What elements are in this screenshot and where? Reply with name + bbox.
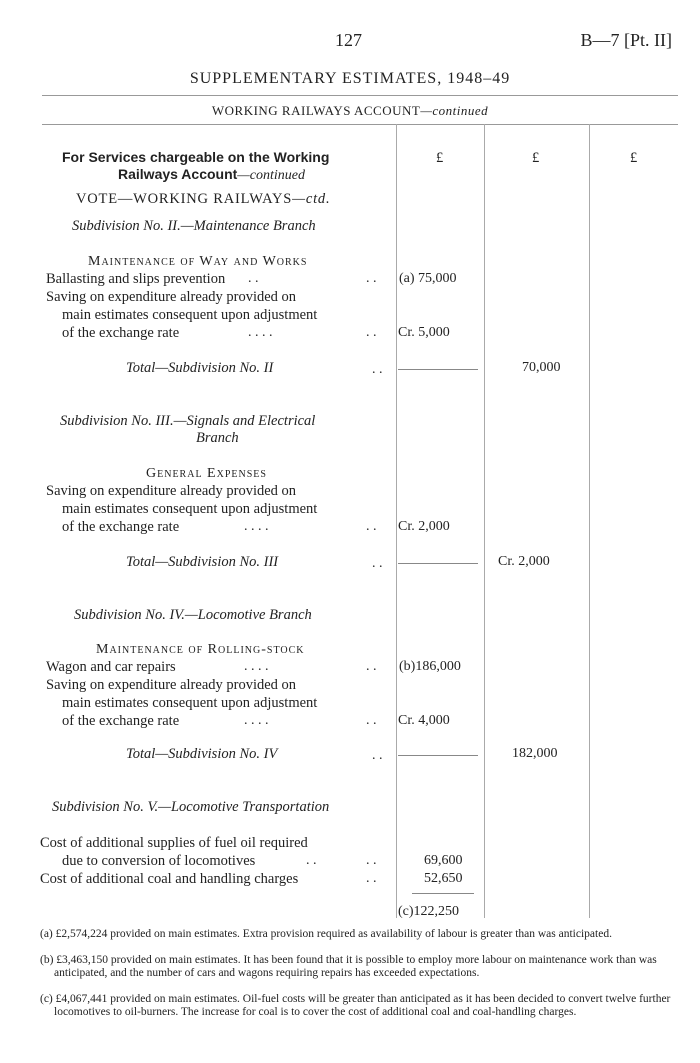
column-rule-1 — [396, 124, 397, 918]
footnote-a: (a) £2,574,224 provided on main estimates. Extra provision required as availability of labour is greater than was anticipated. — [40, 928, 612, 940]
leader-dots: . . — [366, 519, 377, 534]
vote-heading: VOTE—WORKING RAILWAYS—ctd. — [76, 191, 331, 207]
subdivision-4-group: Maintenance of Rolling-stock — [96, 642, 305, 657]
services-heading-line1: For Services chargeable on the Working — [62, 149, 330, 165]
footnote-b: (b) £3,463,150 provided on main estimates. It has been found that it is possible to employ more labour on maintenance work than was anticipated, and the number of cars and wagons requiring repairs has exceeded expectations. — [40, 954, 657, 979]
column-rule-2 — [484, 124, 485, 918]
subdivision-4-heading: Subdivision No. IV.—Locomotive Branch — [74, 607, 312, 623]
saving-text-line3: of the exchange rate — [62, 325, 180, 341]
leader-dots: . . — [366, 271, 377, 286]
leader-dots: . . — [372, 556, 383, 571]
leader-dots: . . — [248, 271, 259, 286]
total-subdivision-5-amount: (c)122,250 — [398, 904, 460, 919]
subdivision-5-heading: Subdivision No. V.—Locomotive Transportation — [52, 799, 330, 815]
title-rule — [42, 95, 678, 96]
saving-text-line2: main estimates consequent upon adjustment — [62, 307, 318, 323]
amount-fuel-oil: 69,600 — [424, 853, 463, 868]
total-subdivision-3-amount: Cr. 2,000 — [498, 554, 550, 569]
fuel-oil-line2: due to conversion of locomotives — [62, 853, 256, 869]
leader-dots: . . . . — [248, 325, 273, 340]
saving-text-line3: of the exchange rate — [62, 519, 180, 535]
column-2-currency: £ — [532, 150, 540, 166]
total-subdivision-3-label: Total—Subdivision No. III — [126, 554, 279, 570]
subdivision-3-heading-line2: Branch — [196, 430, 239, 446]
leader-dots: . . — [372, 362, 383, 377]
leader-dots: . . . . — [244, 713, 269, 728]
leader-dots: . . — [366, 713, 377, 728]
leader-dots: . . . . — [244, 659, 269, 674]
column-3-currency: £ — [630, 150, 638, 166]
amount-saving-4: Cr. 4,000 — [398, 713, 450, 728]
subheading-rule — [42, 124, 678, 125]
total-rule — [398, 755, 478, 756]
fuel-oil-line1: Cost of additional supplies of fuel oil required — [40, 835, 308, 851]
column-1-currency: £ — [436, 150, 444, 166]
item-ballasting: Ballasting and slips prevention — [46, 271, 226, 287]
subdivision-2-heading: Subdivision No. II.—Maintenance Branch — [72, 218, 316, 234]
coal-charges: Cost of additional coal and handling charges — [40, 871, 299, 887]
leader-dots: . . — [366, 871, 377, 886]
page-title: SUPPLEMENTARY ESTIMATES, 1948–49 — [189, 70, 511, 87]
amount-saving-2: Cr. 5,000 — [398, 325, 450, 340]
leader-dots: . . . . — [244, 519, 269, 534]
saving-text-line3: of the exchange rate — [62, 713, 180, 729]
saving-text-line1: Saving on expenditure already provided on — [46, 677, 297, 693]
amount-coal: 52,650 — [424, 871, 463, 886]
leader-dots: . . — [366, 853, 377, 868]
subdivision-2-group: Maintenance of Way and Works — [88, 254, 308, 269]
saving-text-line1: Saving on expenditure already provided on — [46, 289, 297, 305]
amount-saving-3: Cr. 2,000 — [398, 519, 450, 534]
total-rule — [398, 369, 478, 370]
column-rule-3 — [589, 124, 590, 918]
saving-text-line2: main estimates consequent upon adjustment — [62, 695, 318, 711]
subtotal-rule — [412, 893, 474, 894]
total-subdivision-2-label: Total—Subdivision No. II — [126, 360, 274, 376]
total-subdivision-4-amount: 182,000 — [512, 746, 558, 761]
item-wagon-repairs: Wagon and car repairs — [46, 659, 176, 675]
subdivision-3-group: General Expenses — [146, 466, 267, 481]
leader-dots: . . — [306, 853, 317, 868]
document-code: B—7 [Pt. II] — [580, 30, 672, 50]
total-subdivision-2-amount: 70,000 — [522, 360, 561, 375]
amount-wagon-repairs: (b)186,000 — [399, 659, 461, 674]
total-subdivision-4-label: Total—Subdivision No. IV — [126, 746, 278, 762]
saving-text-line1: Saving on expenditure already provided on — [46, 483, 297, 499]
services-heading-line2: Railways Account—continued — [118, 166, 305, 183]
page-number: 127 — [335, 30, 362, 50]
leader-dots: . . — [366, 325, 377, 340]
footnote-c: (c) £4,067,441 provided on main estimates. Oil-fuel costs will be greater than anticipated as it has been decided to convert twelve further locomotives to oil-burners. The increase for coal is to cover the cost of additional coal and coal-handling charges. — [40, 993, 671, 1018]
saving-text-line2: main estimates consequent upon adjustment — [62, 501, 318, 517]
amount-ballasting: (a) 75,000 — [399, 271, 457, 286]
leader-dots: . . — [366, 659, 377, 674]
subdivision-3-heading-line1: Subdivision No. III.—Signals and Electrical — [60, 413, 316, 429]
account-subheading: WORKING RAILWAYS ACCOUNT—continued — [211, 103, 489, 118]
total-rule — [398, 563, 478, 564]
leader-dots: . . — [372, 748, 383, 763]
